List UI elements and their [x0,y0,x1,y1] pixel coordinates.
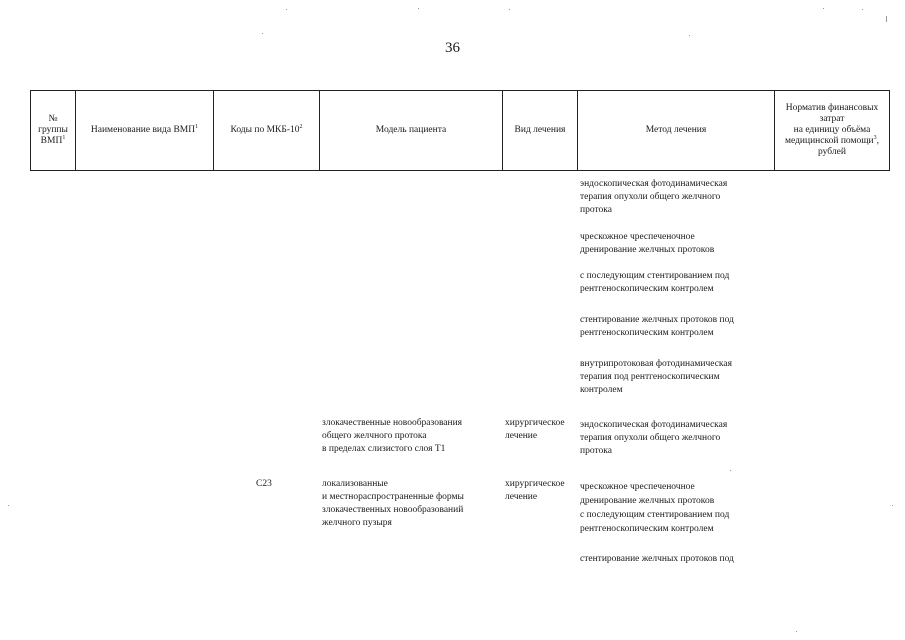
row-a-treatment-method: эндоскопическая фотодинамическая терапия опухоли общего желчного протока [580,420,728,456]
header-patient-model-text: Модель пациента [375,125,447,135]
row-a-treatment-type: хирургическое лечение [505,418,565,441]
header-vmp-name [76,91,213,170]
table-header-bottom-border [30,170,890,171]
scan-speck [262,33,263,34]
header-icd-codes-footnote: 2 [299,123,303,130]
scan-speck [730,470,731,471]
col-divider-7 [889,90,890,171]
scan-speck [286,9,287,10]
scan-speck [862,9,863,10]
header-icd-codes [214,91,319,170]
header-treatment-type-text: Вид лечения [514,125,566,135]
row-b-treatment-method: чрескожное чреспеченочное дренирование желчных протоков с последующим стентированием под рентгеноскопическим контролем [580,482,730,534]
header-treatment-type [503,91,577,170]
row-b-treatment-type: хирургическое лечение [505,479,565,502]
row-b-patient-model: локализованные и местнораспространенные формы злокачественных новообразований желчного пузыря [322,479,464,528]
method-cell-5: внутрипротоковая фотодинамическая терапия под рентгеноскопическим контролем [580,359,732,395]
header-vmp-name-footnote: 1 [195,123,199,130]
page-number: 36 [445,40,460,56]
method-cell-1: эндоскопическая фотодинамическая терапия опухоли общего желчного протока [580,179,728,215]
header-group-number [31,91,75,170]
header-vmp-name-text: Наименование вида ВМП [90,125,196,135]
scan-speck [886,16,887,22]
method-cell-2: чрескожное чреспеченочное дренирование желчных протоков [580,232,715,255]
scan-speck [8,505,9,506]
scan-speck [418,8,419,9]
row-a-patient-model: злокачественные новообразования общего желчного протока в пределах слизистого слоя Т1 [322,418,463,454]
method-cell-3: с последующим стентированием под рентгеноскопическим контролем [580,271,730,294]
scan-speck [509,9,510,10]
method-cell-4: стентирование желчных протоков под рентгеноскопическим контролем [580,315,734,338]
header-patient-model [320,91,502,170]
header-group-number-footnote: 1 [62,134,66,141]
method-cell-continued: стентирование желчных протоков под [580,554,734,564]
scan-speck [796,631,797,632]
scan-speck [892,505,893,506]
header-financial-standard-text: Норматив финансовых затрат на единицу объёма медицинской помощи [784,103,879,146]
scan-speck [689,35,690,36]
header-group-number-text: № группы ВМП [38,114,68,146]
scan-speck [823,8,824,9]
header-treatment-method [578,91,774,170]
header-financial-standard-suffix: , рублей [818,136,880,157]
header-icd-codes-text: Коды по МКБ-10 [230,125,300,135]
header-financial-standard-footnote: 3 [873,134,877,141]
header-financial-standard [775,91,889,170]
row-b-icd-code: C23 [256,479,272,489]
header-treatment-method-text: Метод лечения [645,125,707,135]
